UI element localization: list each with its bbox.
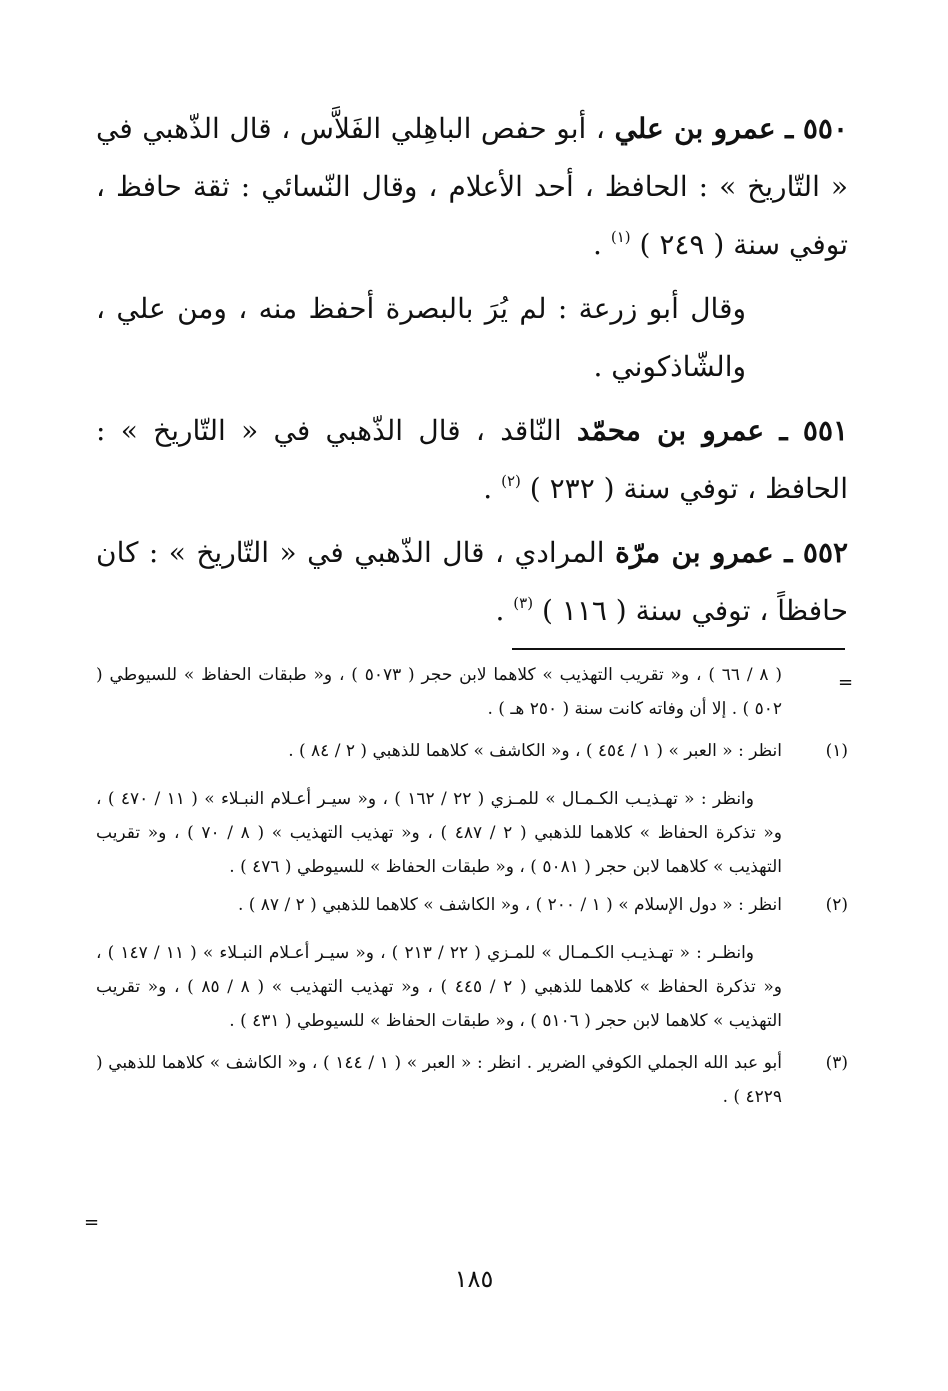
entry-dash: ـ bbox=[784, 536, 793, 569]
footnote-divider bbox=[512, 648, 845, 650]
footnote-1-para bbox=[96, 782, 848, 884]
continuation-marker-top: = bbox=[838, 672, 854, 693]
entry-551 bbox=[96, 402, 848, 518]
footnote-text: انظر : « دول الإسلام » ( ١ / ٢٠٠ ) ، و« الكاشف » كلاهما للذهبي ( ٢ / ٨٧ ) . bbox=[237, 895, 782, 915]
footnote-mark: (١) bbox=[825, 741, 848, 761]
footnote-para-text: وانظـر : « تهـذيـب الكـمـال » للمـزي ( ٢٢ / ٢١٣ ) ، و« سيـر أعـلام النبـلاء » ( ١١ / ١٤٧ ) ، و« تذكرة الحفاظ » كلاهما للذهبي ( ٢ / ٤٤٥ ) ، و« تهذيب التهذيب » ( ٨ / ٨٥ ) ، و« تقريب التهذيب » كلاهما لابن حجر ( ٥١٠٦ ) ، و« طبقات الحفاظ » للسيوطي ( ٤٣١ ) . bbox=[96, 943, 782, 1031]
footnote-3 bbox=[96, 1046, 848, 1114]
entry-dash: ـ bbox=[779, 414, 788, 447]
footnote-text: أبو عبد الله الجملي الكوفي الضرير . انظر : « العبر » ( ١ / ١٤٤ ) ، و« الكاشف » كلاهما للذهبي ( ٤٢٢٩ ) . bbox=[96, 1053, 783, 1107]
entry-extra-text: وقال أبو زرعة : لم يُرَ بالبصرة أحفظ منه ، ومن علي ، والشّاذكوني . bbox=[96, 292, 746, 383]
entry-end: . bbox=[483, 472, 493, 505]
footnote-text: انظر : « العبر » ( ١ / ٤٥٤ ) ، و« الكاشف » كلاهما للذهبي ( ٢ / ٨٤ ) . bbox=[288, 741, 782, 761]
entry-end: . bbox=[495, 594, 505, 627]
entry-name: عمرو بن محمّد bbox=[576, 414, 765, 447]
entry-name: عمرو بن علي bbox=[614, 112, 776, 145]
entry-550 bbox=[96, 100, 848, 274]
footnote-ref[interactable]: (١) bbox=[610, 228, 631, 246]
footnote-mark: (٢) bbox=[825, 895, 848, 915]
footnotes bbox=[96, 658, 848, 1114]
footnote-para-text: وانظر : « تهـذيـب الكـمـال » للمـزي ( ٢٢ / ١٦٢ ) ، و« سيـر أعـلام النبـلاء » ( ١١ / ٤٧٠ ) ، و« تذكرة الحفاظ » كلاهما للذهبي ( ٢ / ٤٨٧ ) ، و« تهذيب التهذيب » ( ٨ / ٧٠ ) ، و« تقريب التهذيب » كلاهما لابن حجر ( ٥٠٨١ ) ، و« طبقات الحفاظ » للسيوطي ( ٤٧٦ ) . bbox=[96, 789, 782, 877]
footnote-carryover bbox=[96, 658, 848, 726]
footnote-carryover-text: ( ٨ / ٦٦ ) ، و« تقريب التهذيب » كلاهما لابن حجر ( ٥٠٧٣ ) ، و« طبقات الحفاظ » للسيوطي ( ٥٠٢ ) . إلا أن وفاته كانت سنة ( ٢٥٠ هـ ) . bbox=[96, 665, 782, 719]
footnote-mark: (٣) bbox=[825, 1053, 848, 1073]
page-number: ١٨٥ bbox=[454, 1265, 494, 1293]
footnote-2 bbox=[96, 888, 848, 922]
entry-552 bbox=[96, 524, 848, 640]
entry-text: النّاقد ، قال الذّهبي في « التّاريخ » : الحافظ ، توفي سنة ( ٢٣٢ ) bbox=[96, 414, 848, 505]
footnote-ref[interactable]: (٢) bbox=[501, 472, 521, 490]
footnote-2-para bbox=[96, 936, 848, 1038]
entry-text: المرادي ، قال الذّهبي في « التّاريخ » : كان حافظاً ، توفي سنة ( ١١٦ ) bbox=[96, 536, 848, 627]
entry-550-extra bbox=[96, 280, 848, 396]
footnote-ref[interactable]: (٣) bbox=[513, 594, 534, 612]
entry-number: ٥٥١ bbox=[802, 414, 849, 447]
entry-number: ٥٥٠ bbox=[802, 112, 848, 145]
footnote-1 bbox=[96, 734, 848, 768]
main-text bbox=[96, 100, 848, 640]
continuation-marker-bottom: = bbox=[84, 1212, 100, 1233]
entry-text: ، أبو حفص الباهِلي الفَلاَّس ، قال الذّهبي في « التّاريخ » : الحافظ ، أحد الأعلام ، وقال النّسائي : ثقة حافظ ، توفي سنة ( ٢٤٩ ) bbox=[96, 112, 849, 261]
entry-number: ٥٥٢ bbox=[802, 536, 849, 569]
entry-name: عمرو بن مرّة bbox=[615, 536, 774, 569]
entry-dash: ـ bbox=[785, 112, 794, 145]
entry-end: . bbox=[593, 228, 602, 261]
